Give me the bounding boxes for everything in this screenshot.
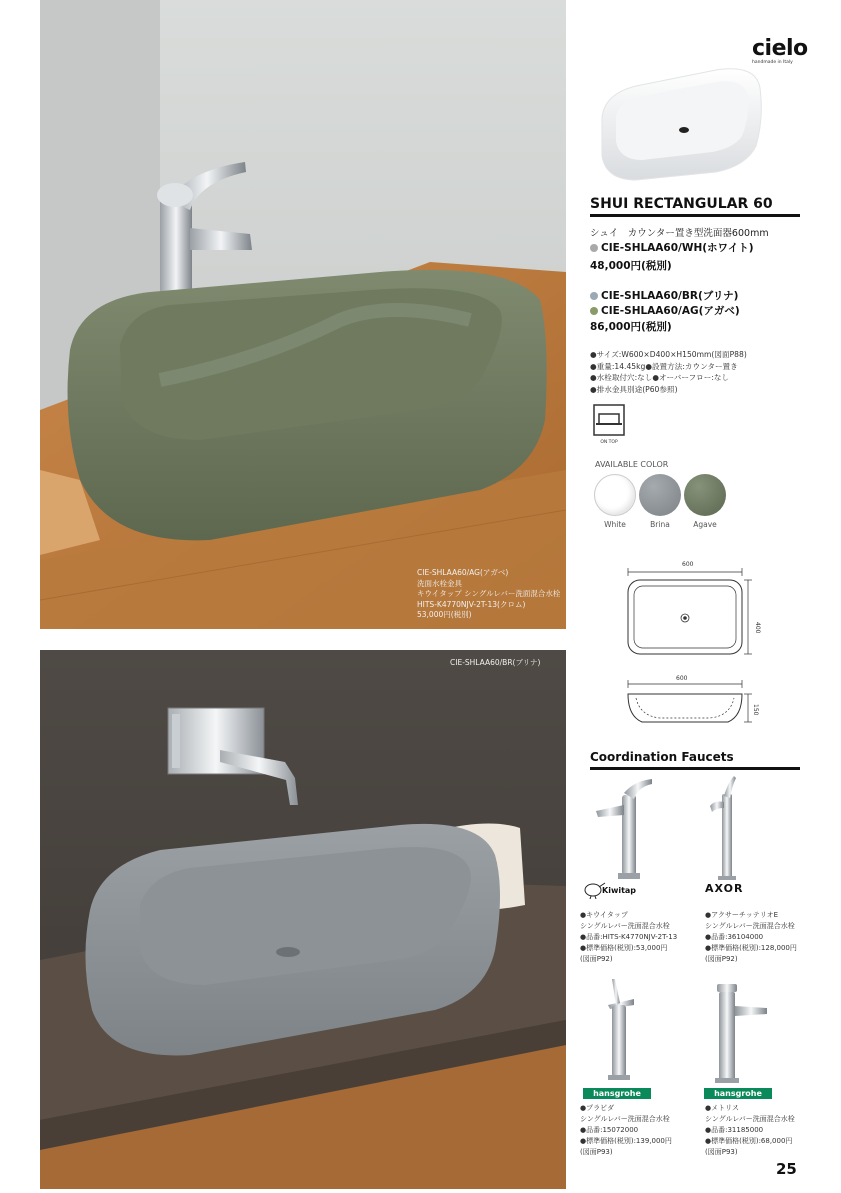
variant-br-dot [590,292,598,300]
dim-side-width: 600 [676,675,688,682]
faucet-pravida-image [590,975,650,1087]
faucet-metris-desc [705,1103,795,1158]
faucet-desc-line: (図面P92) [705,955,738,963]
available-color-heading: AVAILABLE COLOR [595,460,669,469]
spec-item: ●重量:14.45kg●設置方法:カウンター置き [590,361,738,371]
faucet-kiwitap-image [588,775,668,885]
swatch-agave-circle [684,474,726,516]
photo-brina-illustration [40,650,566,1189]
photo1-caption-line: HITS-K4770NJV-2T-13(クロム) [417,599,526,609]
dim-top-width: 600 [682,561,694,568]
faucet-desc-line: (図面P93) [705,1148,738,1156]
swatch-agave [680,474,730,529]
photo1-caption-line: 53,000円(税別) [417,610,472,619]
photo1-caption [417,568,560,621]
faucet-desc-line: ●標準価格(税別):139,000円 [580,1137,672,1145]
faucet-desc-line: (図面P92) [580,955,613,963]
variant-wh [590,240,754,255]
variant-wh-code: CIE-SHLAA60/WH(ホワイト) [601,242,754,254]
photo2-caption: CIE-SHLAA60/BR(ブリナ) [450,658,541,667]
coordination-heading: Coordination Faucets [590,750,734,764]
coordination-rule [590,767,800,770]
variant-br-code: CIE-SHLAA60/BR(ブリナ) [601,290,739,302]
install-icon-graphic [593,404,625,436]
variant-ag-dot [590,307,598,315]
faucet-pravida-desc [580,1103,672,1158]
faucet-desc-line: ●キウイタップ [580,911,628,919]
faucet-kiwitap-desc [580,910,677,965]
swatch-white-label: White [604,520,626,529]
faucet-desc-line: ●標準価格(税別):68,000円 [705,1137,793,1145]
faucet-desc-line: ●品番:36104000 [705,933,764,941]
page-number: 25 [776,1160,797,1178]
color-swatches [590,474,730,532]
photo1-caption-line: 洗面水栓金具 [417,578,462,588]
price-color: 86,000円(税別) [590,321,672,333]
variant-wh-dot [590,244,598,252]
faucet-desc-line: ●品番:15072000 [580,1126,639,1134]
install-on-top-icon [593,404,625,444]
faucet-desc-line: シングルレバー洗面混合水栓 [705,922,795,930]
title-rule [590,214,800,217]
faucet-desc-line: シングルレバー洗面混合水栓 [580,922,670,930]
product-subtitle: シュイ カウンター置き型洗面器600mm [590,228,769,239]
photo-agave-illustration [40,0,566,629]
technical-drawing [620,556,760,736]
brand-logo: cielo [752,36,808,61]
brand-tagline: handmade in Italy [752,60,793,65]
drain-hole-icon [679,127,689,133]
faucet-desc-line: ●アクサーチッテリオE [705,911,779,919]
faucet-desc-line: ●プラビダ [580,1104,615,1112]
photo-brina-basin [40,650,566,1189]
swatch-white [590,474,640,529]
swatch-brina [635,474,685,529]
dim-side-height: 150 [752,704,759,716]
faucet-desc-line: ●品番:31185000 [705,1126,764,1134]
faucet-axor-image [700,772,760,884]
faucet-desc-line: シングルレバー洗面混合水栓 [580,1115,670,1123]
product-title: SHUI RECTANGULAR 60 [590,196,773,212]
dim-top-depth: 400 [754,622,761,634]
spec-item: ●水栓取付穴:なし●オーバーフロー:なし [590,373,730,382]
faucet-desc-line: (図面P93) [580,1148,613,1156]
photo1-caption-line: キウイタップ シングルレバー洗面混合水栓 [417,589,561,598]
swatch-agave-label: Agave [693,520,717,529]
brand-hansgrohe-1: hansgrohe [583,1088,651,1099]
faucet-metris-image [705,978,775,1088]
spec-item: ●排水金具別途(P60参照) [590,384,678,394]
brand-hansgrohe-2: hansgrohe [704,1088,772,1099]
brand-axor-label: AXOR [705,882,744,895]
photo-agave-basin [40,0,566,629]
price-white: 48,000円(税別) [590,260,672,272]
faucet-desc-line: ●標準価格(税別):53,000円 [580,944,668,952]
brand-kiwitap-label: Kiwitap [602,886,637,895]
photo1-caption-line: CIE-SHLAA60/AG(アガベ) [417,568,509,577]
faucet-desc-line: ●メトリス [705,1104,739,1112]
faucet-axor-desc [705,910,797,965]
faucet-desc-line: シングルレバー洗面混合水栓 [705,1115,795,1123]
brand-kiwitap [582,880,642,900]
swatch-white-circle [594,474,636,516]
faucet-desc-line: ●品番:HITS-K4770NJV-2T-13 [580,933,678,941]
variant-ag [590,303,740,318]
spec-list [590,349,747,395]
swatch-brina-circle [639,474,681,516]
swatch-brina-label: Brina [650,520,670,529]
spec-item: ●サイズ:W600×D400×H150mm(図面P88) [590,350,747,359]
variant-br [590,288,738,303]
product-thumbnail [596,66,766,186]
install-label: ON TOP [600,440,618,445]
faucet-desc-line: ●標準価格(税別):128,000円 [705,944,797,952]
variant-ag-code: CIE-SHLAA60/AG(アガベ) [601,305,740,317]
